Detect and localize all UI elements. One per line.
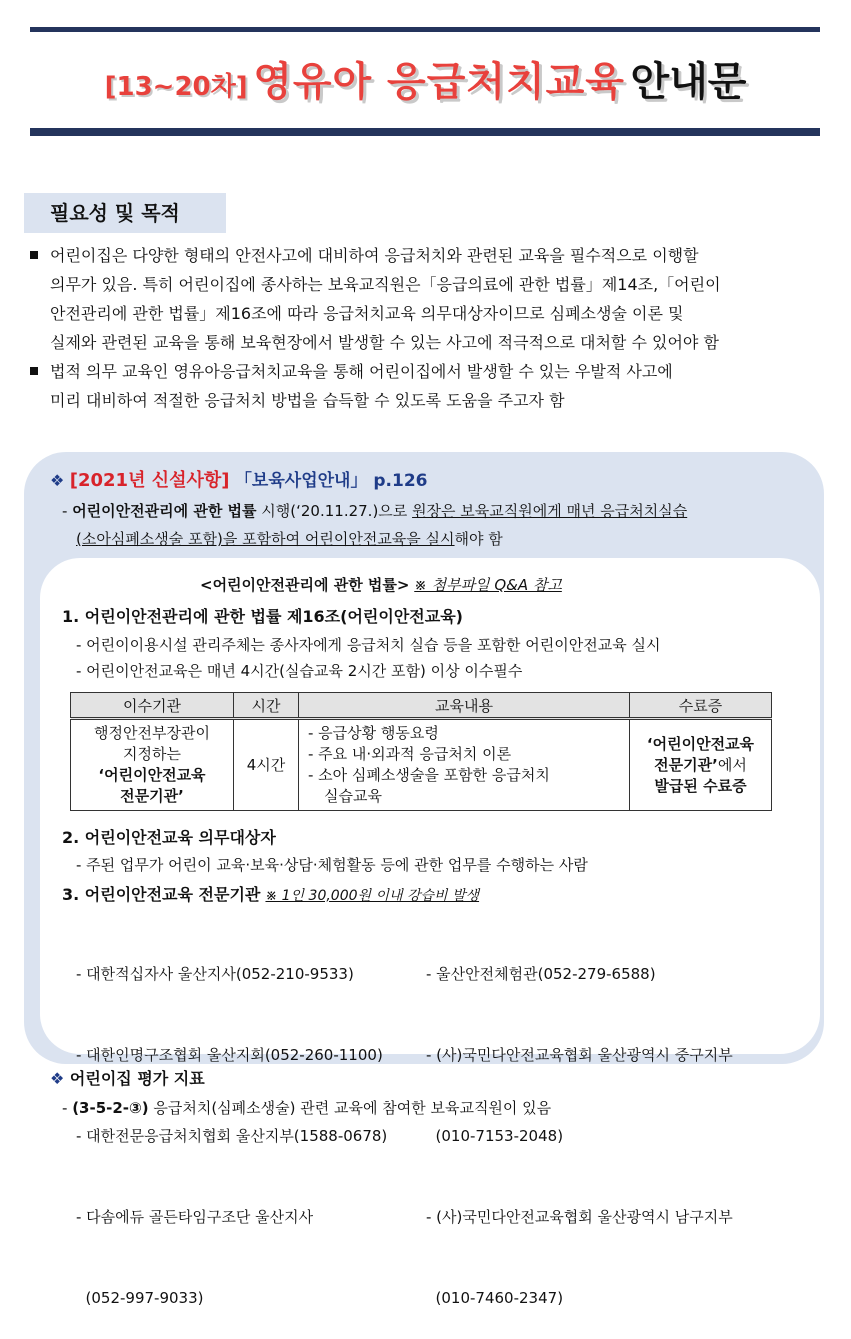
bullet-2-line: 법적 의무 교육인 영유아응급처치교육을 통해 어린이집에서 발생할 수 있는 우발적 사고에 bbox=[50, 362, 673, 381]
table-cell-cert bbox=[630, 719, 772, 811]
eval-heading bbox=[50, 1066, 205, 1089]
bullet-square-icon bbox=[30, 367, 38, 375]
eval-text: 응급처치(심폐소생술) 관련 교육에 참여한 보육교직원이 있음 bbox=[148, 1099, 552, 1117]
org-item: - 울산안전체험관(052-279-6588) bbox=[426, 965, 656, 983]
notice-tail: 해야 함 bbox=[454, 530, 503, 548]
org-item: (052-997-9033) bbox=[76, 1289, 204, 1307]
page-title bbox=[0, 50, 851, 107]
org-item: - 다솜에듀 골든타임구조단 울산지사 bbox=[76, 1208, 314, 1226]
title-prefix: [13~20차] bbox=[104, 72, 248, 102]
law-s3-heading-line bbox=[62, 882, 479, 905]
law-s1-heading: 1. 어린이안전관리에 관한 법률 제16조(어린이안전교육) bbox=[62, 607, 463, 626]
table-cell-org bbox=[71, 719, 234, 811]
eval-title: 어린이집 평가 지표 bbox=[69, 1069, 205, 1088]
org-item: (010-7153-2048) bbox=[426, 1127, 564, 1145]
org-item: - 대한전문응급처치협회 울산지부(1588-0678) bbox=[76, 1127, 388, 1145]
content-line: - 응급상황 행동요령 bbox=[308, 724, 439, 742]
eval-code: (3-5-2-③) bbox=[72, 1099, 149, 1117]
law-s2-item: - 주된 업무가 어린이 교육·보육·상담·체험활동 등에 관한 업무를 수행하는 사람 bbox=[76, 856, 588, 874]
table-row bbox=[71, 719, 772, 811]
law-s3-heading: 3. 어린이안전교육 전문기관 bbox=[62, 885, 261, 904]
top-rule bbox=[30, 27, 820, 32]
diamond-icon: ❖ bbox=[50, 1069, 65, 1088]
bullet-2-line: 미리 대비하여 적절한 응급처치 방법을 습득할 수 있도록 도움을 주고자 함 bbox=[50, 391, 565, 410]
education-table bbox=[70, 692, 772, 811]
dash: - bbox=[62, 1099, 73, 1117]
table-cell-content bbox=[299, 719, 630, 811]
bottom-rule bbox=[30, 128, 820, 136]
org-item: (010-7460-2347) bbox=[426, 1289, 564, 1307]
org-line: 지정하는 bbox=[123, 745, 181, 763]
notice-law: 어린이안전관리에 관한 법률 bbox=[72, 502, 257, 520]
law-s2-heading: 2. 어린이안전교육 의무대상자 bbox=[62, 828, 276, 847]
eval-item bbox=[62, 1097, 551, 1118]
notice-source: 「보육사업안내」 p.126 bbox=[234, 471, 428, 491]
bullet-1-line: 안전관리에 관한 법률」제16조에 따라 응급처치교육 의무대상자이므로 심폐소생술 이론 및 bbox=[50, 304, 684, 323]
cert-line: 발급된 수료증 bbox=[654, 776, 747, 795]
law-s3-note: ※ 1인 30,000원 이내 강습비 발생 bbox=[265, 888, 480, 904]
law-s1-item: - 어린이이용시설 관리주체는 종사자에게 응급처치 실습 등을 포함한 어린이안전교육 실시 bbox=[76, 636, 661, 654]
law-title-line bbox=[200, 574, 562, 595]
content-line: - 주요 내·외과적 응급처치 이론 bbox=[308, 745, 512, 763]
table-cell-time: 4시간 bbox=[234, 719, 299, 811]
notice-header bbox=[50, 466, 428, 492]
notice-line-2 bbox=[76, 528, 503, 549]
orgs-right bbox=[426, 907, 733, 1339]
title-main: 영유아 응급처치교육 bbox=[253, 59, 625, 105]
bullet-square-icon bbox=[30, 251, 38, 259]
notice-underline-2: (소아심폐소생술 포함)을 포함하여 어린이안전교육을 실시 bbox=[76, 530, 455, 548]
table-header: 시간 bbox=[234, 693, 299, 719]
org-line: ‘어린이안전교육 bbox=[98, 766, 206, 784]
cert-line: 에서 bbox=[717, 755, 747, 774]
notice-label: [2021년 신설사항] bbox=[69, 470, 230, 491]
content-line: 실습교육 bbox=[324, 787, 382, 805]
bullet-1-line: 의무가 있음. 특히 어린이집에 종사하는 보육교직원은「응급의료에 관한 법률」제14조,「어린이 bbox=[50, 275, 721, 294]
org-item: - 대한적십자사 울산지사(052-210-9533) bbox=[76, 965, 354, 983]
dash: - bbox=[62, 502, 73, 520]
table-header: 이수기관 bbox=[71, 693, 234, 719]
bullet-1 bbox=[30, 241, 825, 357]
cert-line: 전문기관’ bbox=[654, 755, 718, 774]
table-header: 수료증 bbox=[630, 693, 772, 719]
org-item: - 대한인명구조협회 울산지회(052-260-1100) bbox=[76, 1046, 383, 1064]
cert-line: ‘어린이안전교육 bbox=[646, 734, 755, 753]
title-suffix: 안내문 bbox=[630, 59, 747, 105]
bullet-2 bbox=[30, 357, 825, 415]
org-item: - (사)국민다안전교육협회 울산광역시 중구지부 bbox=[426, 1046, 733, 1064]
notice-line-1 bbox=[62, 500, 687, 521]
law-note: ※ 첨부파일 Q&A 참고 bbox=[414, 576, 562, 594]
org-line: 행정안전부장관이 bbox=[94, 724, 210, 742]
table-header: 교육내용 bbox=[299, 693, 630, 719]
table-header-row bbox=[71, 693, 772, 719]
notice-text: 시행(‘20.11.27.)으로 bbox=[256, 502, 413, 520]
content-line: - 소아 심폐소생술을 포함한 응급처치 bbox=[308, 766, 550, 784]
orgs-left bbox=[76, 907, 387, 1339]
bullet-1-line: 실제와 관련된 교육을 통해 보육현장에서 발생할 수 있는 사고에 적극적으로 대처할 수 있어야 함 bbox=[50, 333, 719, 352]
section-heading: 필요성 및 목적 bbox=[24, 193, 226, 233]
law-s1-item: - 어린이안전교육은 매년 4시간(실습교육 2시간 포함) 이상 이수필수 bbox=[76, 662, 523, 680]
notice-underline: 원장은 보육교직원에게 매년 응급처치실습 bbox=[412, 502, 688, 520]
org-item: - (사)국민다안전교육협회 울산광역시 남구지부 bbox=[426, 1208, 733, 1226]
law-title: <어린이안전관리에 관한 법률> bbox=[200, 576, 410, 594]
diamond-icon: ❖ bbox=[50, 471, 65, 490]
bullet-1-line: 어린이집은 다양한 형태의 안전사고에 대비하여 응급처치와 관련된 교육을 필수적으로 이행할 bbox=[50, 246, 699, 265]
org-line: 전문기관’ bbox=[120, 787, 184, 805]
